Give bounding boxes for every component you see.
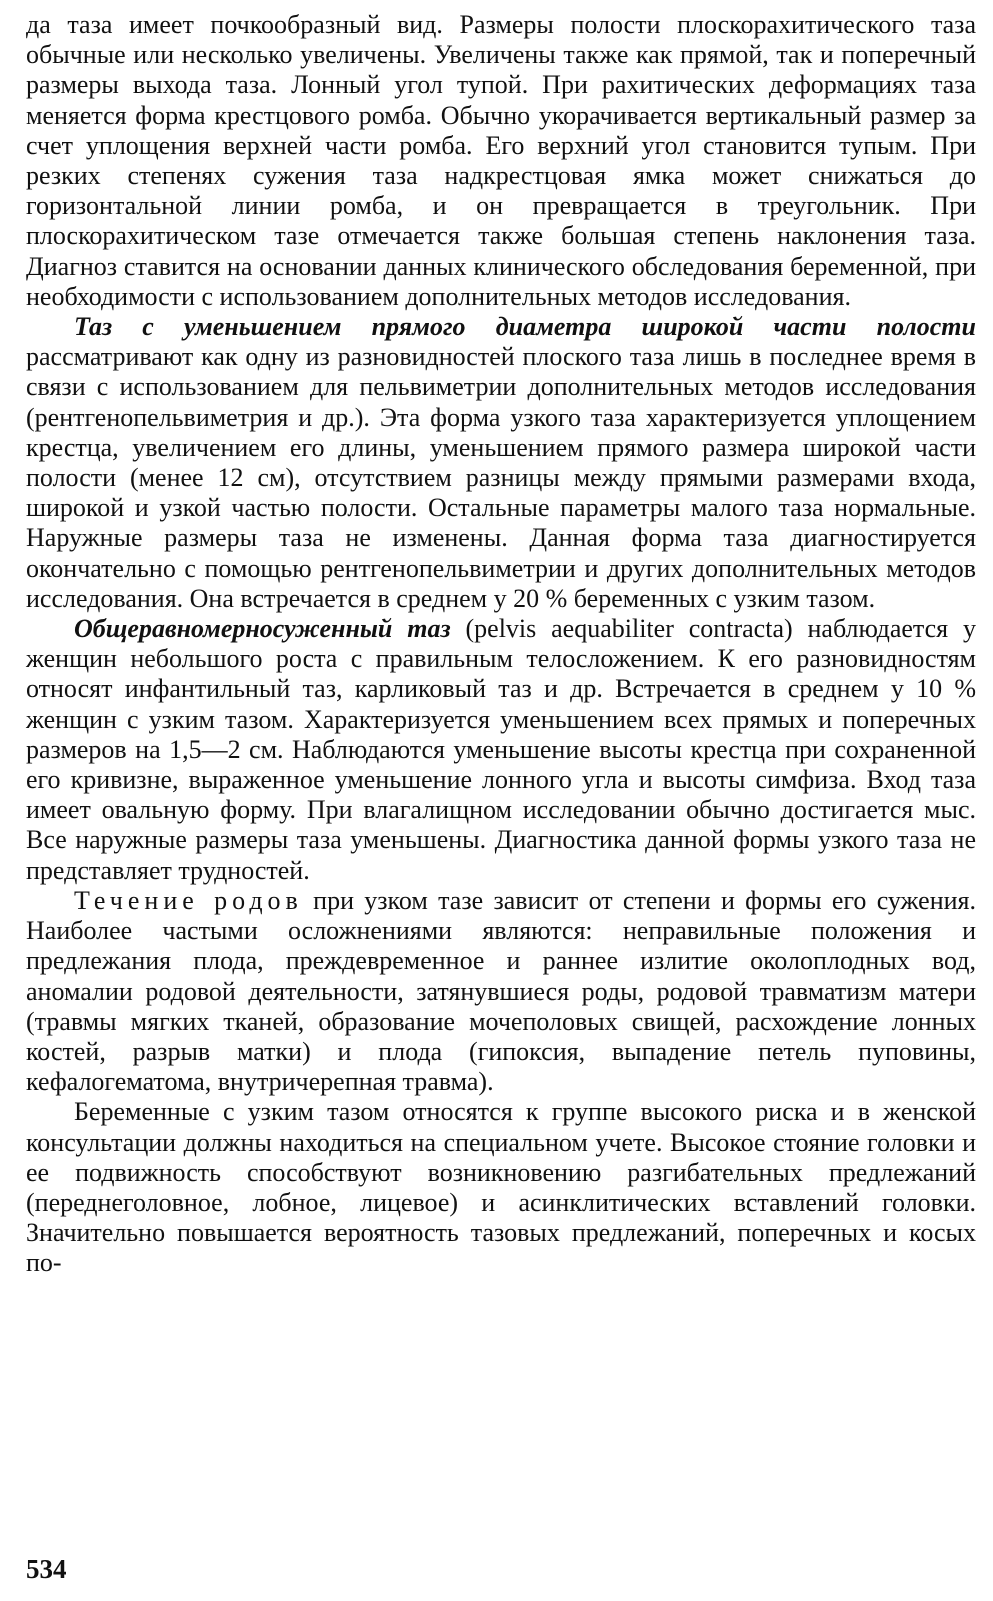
paragraph-labor-course-text: при узком тазе зависит от степени и формы его сужения. Наиболее частыми осложнениями являются: неправильные положения и предлежания плода, преждевременное и раннее излитие околоплодных вод, аномалии родовой деятельности, затянувшиеся роды, родовой травматизм матери (травмы мягких тканей, образование мочеполовых свищей, расхождение лонных костей, разрыв матки) и плода (гипоксия, выпадение петель пуповины, кефалогематома, внутричерепная травма). <box>26 885 977 1097</box>
paragraph-wide-cavity-text: рассматривают как одну из разновидностей плоского таза лишь в последнее время в связи с использованием для пельвиметрии дополнительных методов исследования (рентгенопельвиметрия и др.). Эта форма узкого таза характеризуется уплощением крестца, увеличением его длины, уменьшением прямого размера широкой части полости (менее 12 см), отсутствием разницы между прямыми размерами входа, широкой и узкой частью полости. Остальные параметры малого таза нормальные. Наружные размеры таза не изменены. Данная форма таза диагностируется окончательно с помощью рентгенопельвиметрии и других дополнительных методов исследования. Она встречается в среднем у 20 % беременных с узким тазом. <box>26 342 976 613</box>
page-number: 534 <box>26 1554 67 1584</box>
term-wide-cavity-pelvis: Таз с уменьшением прямого диаметра широкой части полости <box>74 312 976 342</box>
paragraph-uniformly-contracted-text: (pelvis aequabiliter contracta) наблюдается у женщин небольшого роста с правильным телосложением. К его разновидностям относят инфантильный таз, карликовый таз и др. Встречается в среднем у 10 % женщин с узким тазом. Характеризуется уменьшением всех прямых и поперечных размеров на 1,5—2 см. Наблюдаются уменьшение высоты крестца при сохраненной его кривизне, выраженное уменьшение лонного угла и высоты симфиза. Вход таза имеет овальную форму. При влагалищном исследовании обычно достигается мыс. Все наружные размеры таза уменьшены. Диагностика данной формы узкого таза не представляет трудностей. <box>26 614 976 885</box>
term-labor-course: Течение родов <box>74 885 303 915</box>
paragraph-labor-course <box>26 886 976 1097</box>
paragraph-rachitic-pelvis: да таза имеет почкообразный вид. Размеры полости плоскорахитического таза обычные или несколько увеличены. Увеличены также как прямой, так и поперечный размеры выхода таза. Лонный угол тупой. При рахитических деформациях таза меняется форма крестцового ромба. Обычно укорачивается вертикальный размер за счет уплощения верхней части ромба. Его верхний угол становится тупым. При резких степенях сужения таза надкрестцовая ямка может снижаться до горизонтальной линии ромба, и он превращается в треугольник. При плоскорахитическом тазе отмечается также большая степень наклонения таза. Диагноз ставится на основании данных клинического обследования беременной, при необходимости с использованием дополнительных методов исследования. <box>26 10 976 311</box>
paragraph-high-risk: Беременные с узким тазом относятся к группе высокого риска и в женской консультации должны находиться на специальном учете. Высокое стояние головки и ее подвижность способствуют возникновению разгибательных предлежаний (переднеголовное, лобное, лицевое) и асинклитических вставлений головки. Значительно повышается вероятность тазовых предлежаний, поперечных и косых по- <box>26 1097 976 1278</box>
paragraph-uniformly-contracted-pelvis <box>26 614 976 886</box>
term-uniformly-contracted-pelvis: Общеравномерносуженный таз <box>74 614 451 644</box>
page-body <box>26 10 976 1279</box>
paragraph-wide-cavity-pelvis <box>26 312 976 614</box>
